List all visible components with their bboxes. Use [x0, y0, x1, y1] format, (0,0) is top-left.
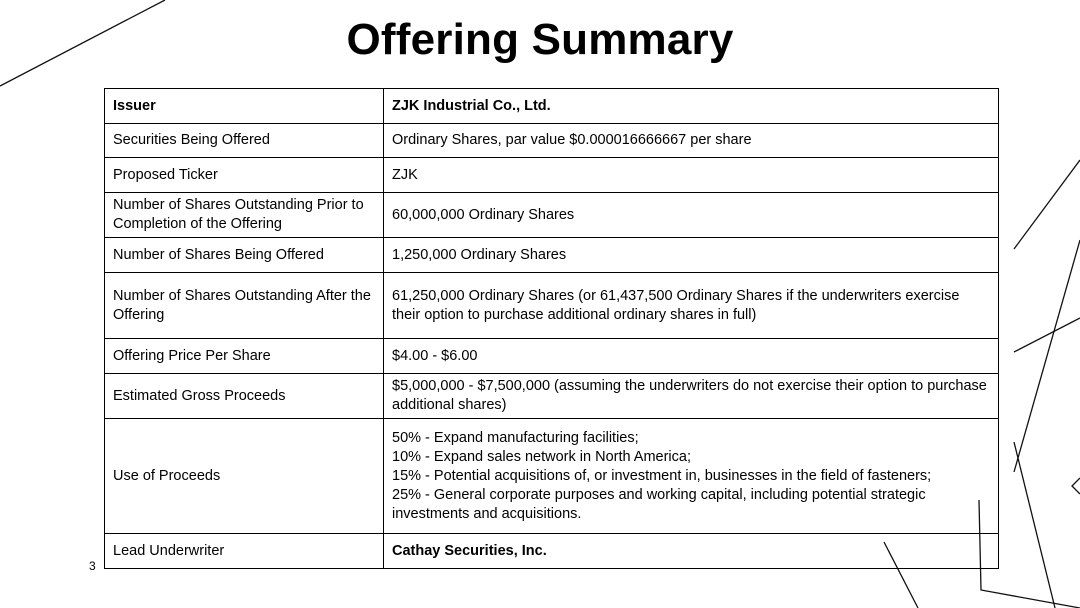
table-row-shares-prior: [105, 193, 999, 238]
row-value: 1,250,000 Ordinary Shares: [384, 238, 999, 273]
decor-line-right-1: [1014, 160, 1080, 249]
table-row-shares-after: [105, 273, 999, 339]
row-value: 61,250,000 Ordinary Shares (or 61,437,500 Ordinary Shares if the underwriters exercise their option to purchase additional ordinary shares in full): [384, 273, 999, 339]
table-row-shares-offered: [105, 238, 999, 273]
row-label: Lead Underwriter: [105, 534, 384, 569]
table-row-ticker: [105, 158, 999, 193]
row-label: Number of Shares Outstanding After the Offering: [105, 273, 384, 339]
row-value: ZJK: [384, 158, 999, 193]
page-title: Offering Summary: [346, 15, 734, 64]
row-value: Ordinary Shares, par value $0.000016666667 per share: [384, 124, 999, 158]
proceeds-line: 10% - Expand sales network in North America;: [392, 448, 691, 465]
row-label: Number of Shares Being Offered: [105, 238, 384, 273]
row-label: Proposed Ticker: [105, 158, 384, 193]
row-value: [384, 419, 999, 534]
row-label: Use of Proceeds: [105, 419, 384, 534]
table-row-gross-proceeds: [105, 374, 999, 419]
row-label: Estimated Gross Proceeds: [105, 374, 384, 419]
row-label: Offering Price Per Share: [105, 339, 384, 374]
proceeds-line: 25% - General corporate purposes and working capital, including potential strategic investments and acquisitions.: [392, 486, 926, 522]
table-row-securities: [105, 124, 999, 158]
offering-summary-table: [104, 88, 999, 569]
table-row-underwriter: [105, 534, 999, 569]
row-label: Number of Shares Outstanding Prior to Completion of the Offering: [105, 193, 384, 238]
row-value: Cathay Securities, Inc.: [384, 534, 999, 569]
row-value: $5,000,000 - $7,500,000 (assuming the underwriters do not exercise their option to purchase additional shares): [384, 374, 999, 419]
table-row-issuer: [105, 89, 999, 124]
proceeds-line: 15% - Potential acquisitions of, or investment in, businesses in the field of fasteners;: [392, 467, 932, 484]
row-label: Securities Being Offered: [105, 124, 384, 158]
decor-line-right-3: [1014, 240, 1080, 472]
decor-chevron: [1072, 478, 1080, 494]
decor-line-right-2: [1014, 318, 1080, 352]
page-number: 3: [89, 559, 96, 573]
row-value: $4.00 - $6.00: [384, 339, 999, 374]
table-row-use-of-proceeds: [105, 419, 999, 534]
row-value: 60,000,000 Ordinary Shares: [384, 193, 999, 238]
row-label: Issuer: [105, 89, 384, 124]
proceeds-line: 50% - Expand manufacturing facilities;: [392, 429, 639, 446]
row-value: ZJK Industrial Co., Ltd.: [384, 89, 999, 124]
decor-line-right-4: [1014, 442, 1055, 608]
table-row-price: [105, 339, 999, 374]
